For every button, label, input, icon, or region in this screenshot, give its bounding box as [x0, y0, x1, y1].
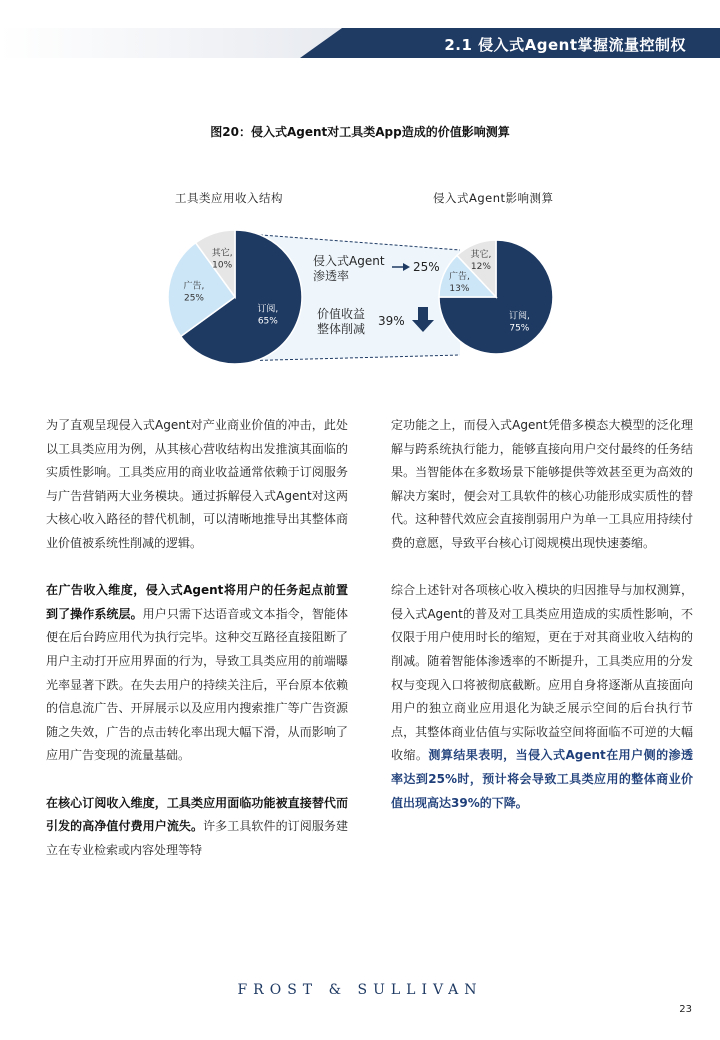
- left-chart-label: 工具类应用收入结构: [175, 191, 283, 205]
- header-band-light: [0, 28, 360, 58]
- left-pie-value-0: 65%: [257, 316, 278, 327]
- right-pie-label-0: 订阅,: [508, 311, 530, 322]
- left-paragraph-3: [46, 792, 348, 863]
- left-pie-label-2: 其它,: [211, 248, 233, 259]
- revenue-impact-chart: [160, 215, 560, 375]
- right-column: [391, 414, 693, 839]
- pie-left: [168, 230, 302, 364]
- right-pie-value-0: 75%: [509, 323, 530, 334]
- left-paragraph-3-lead: 在核心订阅收入维度，工具类应用面临功能被直接替代而引发的高净值付费用户流失。: [46, 795, 348, 834]
- penetration-label-2: 渗透率: [313, 269, 350, 283]
- left-pie-value-1: 25%: [183, 293, 204, 304]
- right-paragraph-2: [391, 579, 693, 815]
- section-title: 2.1 侵入式Agent掌握流量控制权: [444, 36, 686, 54]
- left-pie-label-0: 订阅,: [257, 304, 279, 315]
- reduction-label-1: 价值收益: [317, 307, 366, 321]
- left-pie-label-1: 广告,: [183, 281, 205, 292]
- right-chart-label: 侵入式Agent影响测算: [433, 191, 554, 205]
- right-paragraph-2-highlight: 测算结果表明，当侵入式Agent在用户侧的渗透率达到25%时，预计将会导致工具类应用的整体商业价值出现高达39%的下降。: [391, 748, 693, 810]
- right-paragraph-1: 定功能之上，而侵入式Agent凭借多模态大模型的泛化理解与跨系统执行能力，能够直接向用户交付最终的任务结果。当智能体在多数场景下能够提供等效甚至更为高效的解决方案时，便会对工具软件的核心功能形成实质性的替代。这种替代效应会直接削弱用户为单一工具应用持续付费的意愿，导致平台核心订阅规模出现快速萎缩。: [391, 418, 693, 550]
- pie-right: [439, 240, 553, 354]
- right-pie-label-1: 广告,: [448, 272, 470, 283]
- left-paragraph-1: 为了直观呈现侵入式Agent对产业商业价值的冲击，此处以工具类应用为例，从其核心营收结构出发推演其面临的实质性影响。工具类应用的商业收益通常依赖于订阅服务与广告营销两大业务模块。通过拆解侵入式Agent对这两大核心收入路径的替代机制，可以清晰地推导出其整体商业价值被系统性削减的逻辑。: [46, 418, 348, 550]
- left-paragraph-3-rest: 许多工具软件的订阅服务建立在专业检索或内容处理等特: [46, 819, 348, 857]
- footer-brand-logo: FROST & SULLIVAN: [237, 982, 483, 998]
- reduction-value: 39%: [378, 314, 405, 328]
- figure-title: 图20：侵入式Agent对工具类App造成的价值影响测算: [210, 125, 510, 139]
- left-paragraph-2: [46, 579, 348, 768]
- right-pie-value-1: 13%: [449, 284, 470, 295]
- left-paragraph-2-lead: 在广告收入维度，侵入式Agent将用户的任务起点前置到了操作系统层。: [46, 583, 348, 621]
- penetration-label-1: 侵入式Agent: [313, 254, 385, 268]
- left-column: [46, 414, 348, 886]
- right-paragraph-2-text: 综合上述针对各项核心收入模块的归因推导与加权测算，侵入式Agent的普及对工具类应用造成的实质性影响，不仅限于用户使用时长的缩短，更在于对其商业收入结构的削减。随着智能体渗透率的不断提升，工具类应用的分发权与变现入口将被彻底截断。应用自身将逐渐从直接面向用户的独立商业应用退化为缺乏展示空间的后台执行节点，其整体商业估值与实际收益空间将面临不可逆的大幅收缩。: [391, 583, 693, 763]
- right-pie-label-2: 其它,: [470, 249, 492, 260]
- right-pie-value-2: 12%: [470, 261, 491, 272]
- reduction-label-2: 整体削减: [317, 322, 366, 336]
- page-number: 23: [679, 1004, 692, 1015]
- left-pie-value-2: 10%: [212, 260, 233, 271]
- left-paragraph-2-rest: 用户只需下达语音或文本指令，智能体便在后台跨应用代为执行完毕。这种交互路径直接阻断了用户主动打开应用界面的行为，导致工具类应用的前端曝光率显著下跌。在失去用户的持续关注后，平台原本依赖的信息流广告、开屏展示以及应用内搜索推广等广告资源随之失效，广告的点击转化率出现大幅下滑，从而影响了应用广告变现的流量基础。: [46, 606, 348, 763]
- penetration-value: 25%: [413, 260, 440, 274]
